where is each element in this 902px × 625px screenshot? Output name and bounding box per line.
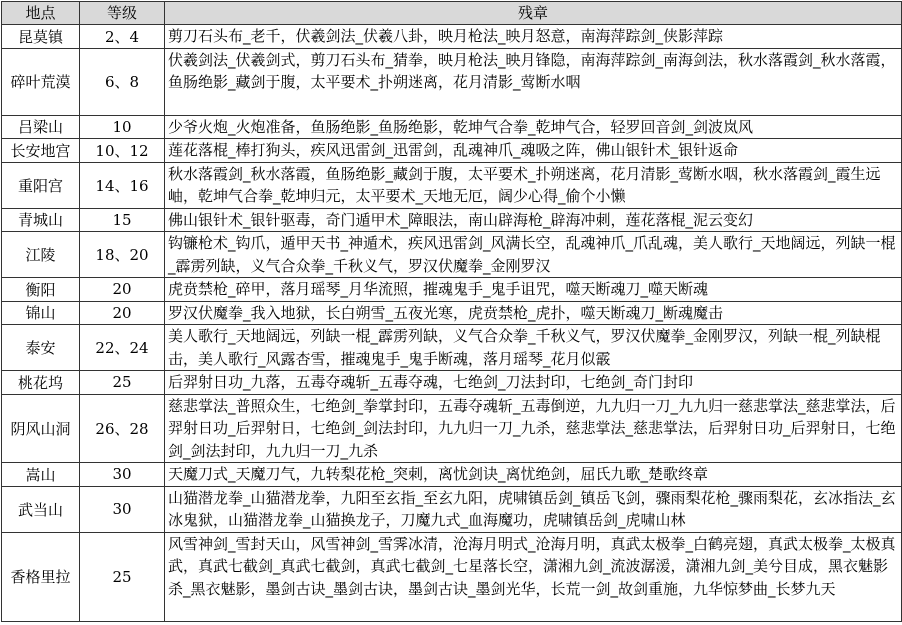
cell-place: 青城山 bbox=[2, 208, 80, 232]
table-row bbox=[2, 139, 902, 163]
table-row bbox=[2, 301, 902, 325]
table-row bbox=[2, 371, 902, 395]
cell-fragments: 虎贲禁枪_碎甲，落月瑶琴_月华流照，摧魂鬼手_鬼手诅咒，噬天断魂刀_噬天断魂 bbox=[165, 278, 902, 302]
cell-place: 泰安 bbox=[2, 325, 80, 371]
cell-level: 6、8 bbox=[80, 48, 165, 115]
table-wrapper bbox=[1, 1, 901, 622]
cell-level: 2、4 bbox=[80, 25, 165, 49]
table-row bbox=[2, 486, 902, 532]
cell-place: 阴风山洞 bbox=[2, 394, 80, 463]
table-row bbox=[2, 325, 902, 371]
cell-place: 江陵 bbox=[2, 232, 80, 278]
cell-level: 25 bbox=[80, 371, 165, 395]
cell-place: 桃花坞 bbox=[2, 371, 80, 395]
cell-level: 30 bbox=[80, 486, 165, 532]
cell-fragments: 山猫潜龙拳_山猫潜龙拳，九阳至玄指_至玄九阳，虎啸镇岳剑_镇岳飞剑，骤雨梨花枪_骤雨梨花，玄冰指法_玄冰鬼狱，山猫潜龙拳_山猫换龙子，刀魔九式_血海魔功，虎啸镇岳剑_虎啸山林 bbox=[165, 486, 902, 532]
cell-fragments: 风雪神剑_雪封天山，风雪神剑_雪霁冰清，沧海月明式_沧海月明，真武太极拳_白鹤亮翅，真武太极拳_太极真武，真武七截剑_真武七截剑，真武七截剑_七星落长空，潇湘九剑_流波潺湲，潇湘九剑_美兮目成，黑衣魅影杀_黑衣魅影，墨剑古诀_墨剑古诀，墨剑古诀_墨剑光华，长荒一剑_故剑重施，九华惊梦曲_长梦九天 bbox=[165, 532, 902, 621]
cell-place: 锦山 bbox=[2, 301, 80, 325]
cell-place: 重阳宫 bbox=[2, 162, 80, 208]
cell-place: 衡阳 bbox=[2, 278, 80, 302]
cell-fragments: 少爷火炮_火炮准备，鱼肠绝影_鱼肠绝影，乾坤气合拳_乾坤气合，轻罗回音剑_剑波岚风 bbox=[165, 115, 902, 139]
cell-fragments: 莲花落棍_棒打狗头，疾风迅雷剑_迅雷剑，乱魂神爪_魂吸之阵，佛山银针术_银针返命 bbox=[165, 139, 902, 163]
cell-place: 昆莫镇 bbox=[2, 25, 80, 49]
cell-place: 吕梁山 bbox=[2, 115, 80, 139]
header-fragments: 残章 bbox=[165, 2, 902, 25]
cell-level: 20 bbox=[80, 278, 165, 302]
cell-level: 14、16 bbox=[80, 162, 165, 208]
cell-fragments: 美人歌行_天地阔远，列缺一棍_霹雳列缺，义气合众拳_千秋义气，罗汉伏魔拳_金刚罗汉，列缺一棍_列缺棍击，美人歌行_风露杏雪，摧魂鬼手_鬼手断魂，落月瑶琴_花月似霰 bbox=[165, 325, 902, 371]
table-row bbox=[2, 162, 902, 208]
fragment-location-table bbox=[1, 1, 902, 622]
cell-place: 碎叶荒漠 bbox=[2, 48, 80, 115]
header-place: 地点 bbox=[2, 2, 80, 25]
cell-fragments: 后羿射日功_九落，五毒夺魂斩_五毒夺魂，七绝剑_刀法封印，七绝剑_奇门封印 bbox=[165, 371, 902, 395]
table-row bbox=[2, 25, 902, 49]
table-header bbox=[2, 2, 902, 25]
cell-fragments: 罗汉伏魔拳_我入地狱，长白朔雪_五夜光寒，虎贲禁枪_虎扑，噬天断魂刀_断魂魔击 bbox=[165, 301, 902, 325]
cell-fragments: 慈悲掌法_普照众生，七绝剑_拳掌封印，五毒夺魂斩_五毒倒逆，九九归一刀_九九归一慈悲掌法_慈悲掌法，后羿射日功_后羿射日，七绝剑_剑法封印，九九归一刀_九杀，慈悲掌法_慈悲掌法，后羿射日功_后羿射日，七绝剑_剑法封印，九九归一刀_九杀 bbox=[165, 394, 902, 463]
cell-fragments: 天魔刀式_天魔刀气，九转梨花枪_突刺，离忧剑诀_离忧绝剑，屈氏九歌_楚歌终章 bbox=[165, 463, 902, 487]
cell-fragments: 秋水落霞剑_秋水落霞，鱼肠绝影_藏剑于腹，太平要术_扑朔迷离，花月清影_莺断水咽，秋水落霞剑_霞生远岫，乾坤气合拳_乾坤归元，太平要术_天地无厄，阔少心得_偷个小懒 bbox=[165, 162, 902, 208]
table-row bbox=[2, 48, 902, 115]
cell-level: 26、28 bbox=[80, 394, 165, 463]
table-row bbox=[2, 115, 902, 139]
cell-place: 嵩山 bbox=[2, 463, 80, 487]
cell-level: 22、24 bbox=[80, 325, 165, 371]
cell-fragments: 钩镰枪术_钩爪，遁甲天书_神遁术，疾风迅雷剑_风满长空，乱魂神爪_爪乱魂，美人歌行_天地阔远，列缺一棍_霹雳列缺，义气合众拳_千秋义气，罗汉伏魔拳_金刚罗汉 bbox=[165, 232, 902, 278]
header-row bbox=[2, 2, 902, 25]
cell-level: 25 bbox=[80, 532, 165, 621]
cell-level: 10 bbox=[80, 115, 165, 139]
cell-fragments: 剪刀石头布_老千，伏羲剑法_伏羲八卦，映月枪法_映月怒意，南海萍踪剑_侠影萍踪 bbox=[165, 25, 902, 49]
header-level: 等级 bbox=[80, 2, 165, 25]
table-row bbox=[2, 208, 902, 232]
cell-place: 长安地宫 bbox=[2, 139, 80, 163]
cell-level: 20 bbox=[80, 301, 165, 325]
cell-place: 武当山 bbox=[2, 486, 80, 532]
table-row bbox=[2, 532, 902, 621]
table-row bbox=[2, 278, 902, 302]
cell-level: 18、20 bbox=[80, 232, 165, 278]
cell-level: 15 bbox=[80, 208, 165, 232]
cell-place: 香格里拉 bbox=[2, 532, 80, 621]
cell-level: 10、12 bbox=[80, 139, 165, 163]
table-row bbox=[2, 463, 902, 487]
table-row bbox=[2, 232, 902, 278]
cell-fragments: 佛山银针术_银针驱毒，奇门遁甲术_障眼法，南山辟海枪_辟海冲刺，莲花落棍_泥云变幻 bbox=[165, 208, 902, 232]
table-row bbox=[2, 394, 902, 463]
cell-fragments: 伏羲剑法_伏羲剑式，剪刀石头布_猜拳，映月枪法_映月锋隐，南海萍踪剑_南海剑法，秋水落霞剑_秋水落霞，鱼肠绝影_藏剑于腹，太平要术_扑朔迷离，花月清影_莺断水咽 bbox=[165, 48, 902, 115]
table-body bbox=[2, 25, 902, 622]
cell-level: 30 bbox=[80, 463, 165, 487]
